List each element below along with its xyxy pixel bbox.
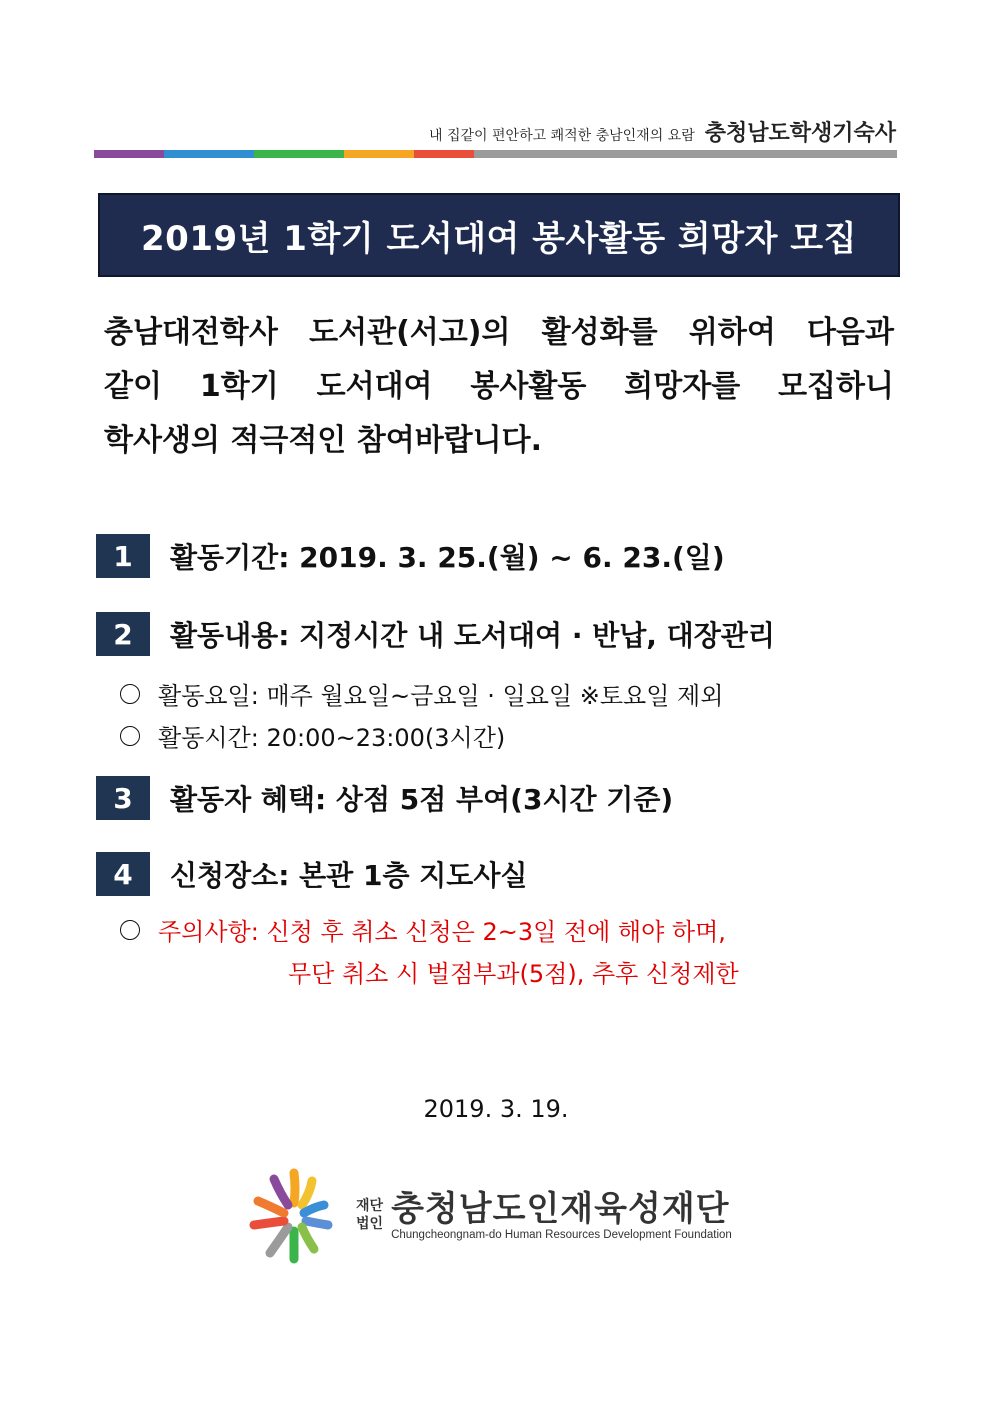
circle-bullet-icon [120, 920, 140, 940]
caution-line-1: 주의사항: 신청 후 취소 신청은 2~3일 전에 해야 하며, [158, 918, 726, 946]
caution-note [120, 912, 726, 947]
foundation-logo [244, 1165, 732, 1265]
caution-line-2: 무단 취소 시 벌점부과(5점), 추후 신청제한 [288, 960, 739, 988]
section-4 [96, 852, 527, 896]
section-number: 2 [96, 612, 150, 656]
header-color-stripe [94, 150, 897, 158]
intro-line-2: 같이 1학기 도서대여 봉사활동 희망자를 모집하니 [104, 369, 894, 404]
detail-days-text: 활동요일: 매주 월요일~금요일 · 일요일 ※토요일 제외 [158, 682, 724, 710]
intro-line-1: 충남대전학사 도서관(서고)의 활성화를 위하여 다음과 [104, 315, 894, 350]
circle-bullet-icon [120, 684, 140, 704]
page-title: 2019년 1학기 도서대여 봉사활동 희망자 모집 [141, 218, 857, 259]
header-org-name: 충청남도학생기숙사 [704, 121, 896, 146]
section-3 [96, 776, 673, 820]
header-slogan [429, 116, 896, 147]
intro-line-3: 학사생의 적극적인 참여바랍니다. [104, 423, 543, 458]
section-number: 1 [96, 534, 150, 578]
foundation-name-en: Chungcheongnam-do Human Resources Development Foundation [391, 1229, 732, 1241]
pinwheel-logo-icon [244, 1165, 344, 1265]
section-content: 활동내용: 지정시간 내 도서대여 · 반납, 대장관리 [170, 619, 775, 652]
legal-bottom: 법인 [356, 1216, 384, 1232]
detail-days [120, 676, 723, 711]
slogan-text: 내 집같이 편안하고 쾌적한 충남인재의 요람 [429, 128, 695, 144]
section-location: 신청장소: 본관 1층 지도사실 [170, 859, 528, 892]
detail-hours-text: 활동시간: 20:00~23:00(3시간) [158, 724, 506, 752]
section-number: 3 [96, 776, 150, 820]
section-number: 4 [96, 852, 150, 896]
section-period: 활동기간: 2019. 3. 25.(월) ~ 6. 23.(일) [170, 541, 725, 574]
circle-bullet-icon [120, 726, 140, 746]
section-benefit: 활동자 혜택: 상점 5점 부여(3시간 기준) [170, 783, 674, 816]
detail-hours [120, 718, 505, 753]
legal-status [356, 1197, 383, 1233]
title-banner [98, 193, 900, 277]
section-2 [96, 612, 775, 656]
foundation-name-ko: 충청남도인재육성재단 [391, 1189, 730, 1229]
foundation-names [391, 1189, 732, 1241]
legal-top: 재단 [356, 1198, 384, 1214]
document-date: 2019. 3. 19. [423, 1095, 569, 1123]
intro-paragraph [104, 306, 894, 468]
section-1 [96, 534, 725, 578]
